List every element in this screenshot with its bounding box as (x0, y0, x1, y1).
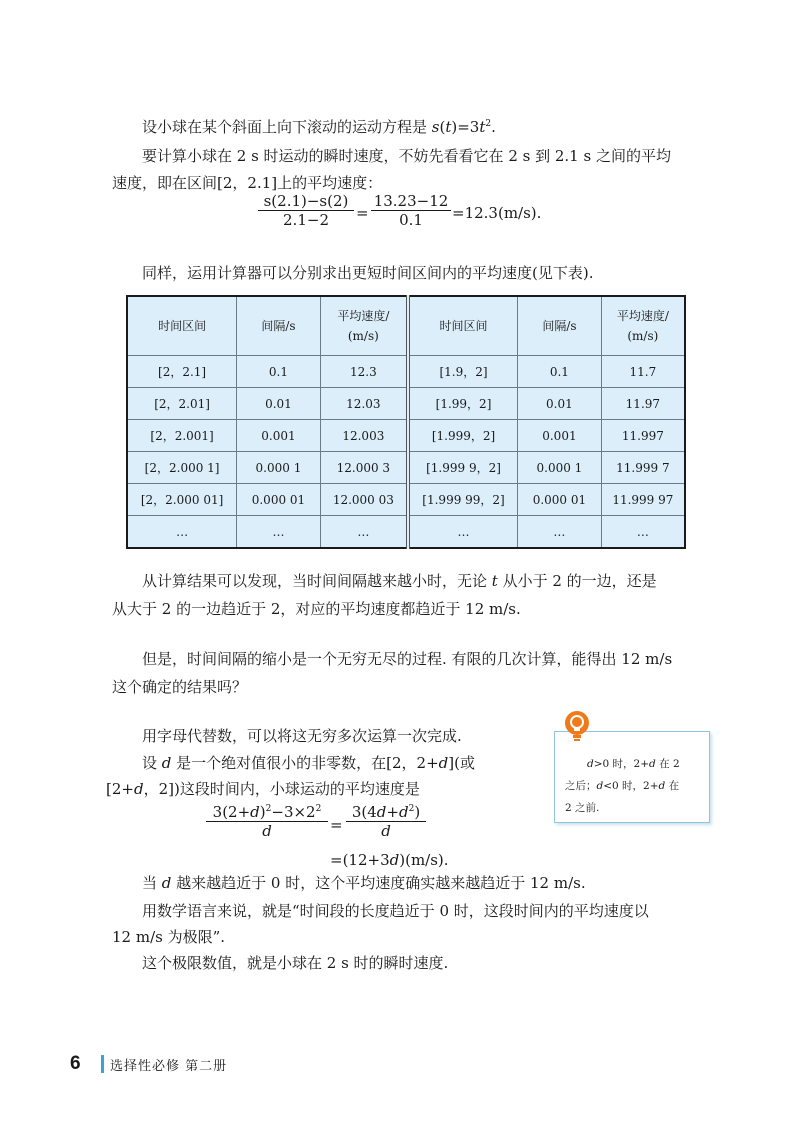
page-accent-bar (101, 1055, 104, 1073)
var-d: d (381, 822, 391, 840)
var-d: d (649, 758, 656, 770)
table-cell: 11.97 (601, 388, 685, 420)
equals-sign: = (356, 204, 369, 222)
text: 从小于 2 的一边，还是 (497, 572, 657, 590)
lightbulb-icon (564, 711, 590, 743)
tip-line-1 (587, 754, 680, 774)
fraction-1 (258, 192, 354, 229)
fraction-denominator: 2.1−2 (283, 211, 329, 229)
table-cell: [2，2.001] (127, 420, 237, 452)
table-cell: 0.001 (237, 420, 321, 452)
but-line-1: 但是，时间间隔的缩小是一个无穷无尽的过程. 有限的几次计算，能得出 12 m/s (142, 650, 673, 668)
discover-line-1 (142, 570, 657, 592)
table-row (127, 356, 685, 388)
table-row (127, 516, 685, 549)
header-unit: (m/s) (627, 329, 659, 343)
text: 3(2+ (212, 803, 251, 821)
header-unit: (m/s) (347, 329, 379, 343)
table-row (127, 388, 685, 420)
fraction-3 (206, 803, 328, 840)
fraction-denominator: 0.1 (399, 211, 423, 229)
but-line-2: 这个确定的结果吗？ (112, 678, 248, 696)
text: + (386, 803, 399, 821)
table-row (127, 420, 685, 452)
fraction-4 (346, 803, 426, 840)
table-cell: 0.000 1 (518, 452, 602, 484)
text: ) (414, 803, 421, 821)
fraction-numerator (346, 803, 426, 821)
fraction-numerator: s(2.1)−s(2) (263, 192, 349, 210)
letters-line-3 (106, 778, 420, 800)
tip-box (554, 731, 710, 823)
intro-line-1 (142, 116, 496, 138)
table-cell: … (518, 516, 602, 549)
text: 在 (665, 780, 680, 792)
formula-result-2 (330, 849, 449, 871)
header-interval (408, 296, 518, 356)
text: ，2])这段时间内，小球运动的平均速度是 (143, 780, 420, 798)
table-cell: … (237, 516, 321, 549)
table-cell: [1.999，2] (408, 420, 518, 452)
text: ](或 (448, 754, 475, 772)
table-intro: 同样，运用计算器可以分别求出更短时间区间内的平均速度(见下表). (142, 264, 594, 282)
table-cell: [2，2.1] (127, 356, 237, 388)
var-d: d (389, 851, 400, 869)
header-text: 平均速度/ (616, 309, 669, 323)
eq-part: )=3 (451, 118, 480, 136)
table-cell: 0.001 (518, 420, 602, 452)
header-text: 间隔/s (261, 319, 296, 333)
page-number: 6 (70, 1053, 81, 1074)
table-row (127, 452, 685, 484)
table-cell: [1.999 99，2] (408, 484, 518, 516)
table-cell: [1.99，2] (408, 388, 518, 420)
var-d: d (596, 780, 604, 792)
var-d: d (250, 803, 260, 821)
var-d: d (376, 803, 387, 821)
text: >0 时，2+ (593, 758, 650, 770)
exponent: 2 (485, 119, 492, 129)
text: [2+ (106, 780, 134, 798)
table-cell: … (320, 516, 408, 549)
table-cell: 0.000 01 (518, 484, 602, 516)
header-gap (237, 296, 321, 356)
text: <0 时，2+ (603, 780, 659, 792)
letters-line-2 (142, 752, 475, 774)
table-cell: [1.9，2] (408, 356, 518, 388)
eq-part: ( (439, 118, 446, 136)
var-d: d (658, 780, 666, 792)
eq-part: . (491, 118, 496, 136)
table-cell: … (408, 516, 518, 549)
table-cell: … (601, 516, 685, 549)
table-cell: 12.3 (320, 356, 408, 388)
velocity-table (126, 295, 686, 549)
intro-line-3: 速度，即在区间[2，2.1]上的平均速度： (112, 174, 383, 192)
var-t: t (479, 118, 486, 136)
table-cell: 12.03 (320, 388, 408, 420)
formula-result: =12.3(m/s). (452, 204, 542, 222)
table-cell: [2，2.000 1] (127, 452, 237, 484)
table-cell: [2，2.01] (127, 388, 237, 420)
table-header-row (127, 296, 685, 356)
text: 是一个绝对值很小的非零数，在[2，2+ (171, 754, 439, 772)
var-d: d (161, 874, 172, 892)
end-line-1 (142, 872, 586, 894)
text: )(m/s). (399, 851, 449, 869)
table-cell: [1.999 9，2] (408, 452, 518, 484)
end-line-3: 12 m/s 为极限”. (112, 928, 226, 946)
exponent: 2 (408, 804, 415, 814)
table-cell: 0.01 (518, 388, 602, 420)
table-row (127, 484, 685, 516)
text: 之后； (565, 780, 597, 792)
table-cell: 12.003 (320, 420, 408, 452)
var-d: d (161, 754, 172, 772)
table-cell: 0.1 (518, 356, 602, 388)
var-d: d (438, 754, 449, 772)
table-cell: 11.997 (601, 420, 685, 452)
equals-sign: = (330, 816, 343, 834)
table-cell: 0.1 (237, 356, 321, 388)
header-avg-speed (320, 296, 408, 356)
fraction-2 (371, 192, 451, 229)
fraction-denominator (206, 822, 328, 840)
text: 越来越趋近于 0 时，这个平均速度确实越来越趋近于 12 m/s. (171, 874, 586, 892)
text: =(12+3 (330, 851, 390, 869)
table-cell: 11.999 97 (601, 484, 685, 516)
exponent: 2 (315, 804, 322, 814)
var-t: t (491, 572, 498, 590)
intro-text: 设小球在某个斜面上向下滚动的运动方程是 (142, 118, 432, 136)
table-cell: 11.999 7 (601, 452, 685, 484)
table-cell: 12.000 03 (320, 484, 408, 516)
text: 在 2 (655, 758, 680, 770)
text: 3(4 (351, 803, 377, 821)
table-cell: … (127, 516, 237, 549)
end-line-2: 用数学语言来说，就是“时间段的长度趋近于 0 时，这段时间内的平均速度以 (142, 902, 649, 920)
header-interval (127, 296, 237, 356)
discover-line-2: 从大于 2 的一边趋近于 2，对应的平均速度都趋近于 12 m/s. (112, 600, 521, 618)
var-d: d (398, 803, 409, 821)
header-gap (518, 296, 602, 356)
exponent: 2 (265, 804, 272, 814)
var-s: s (431, 118, 440, 136)
intro-line-2: 要计算小球在 2 s 时运动的瞬时速度，不妨先看看它在 2 s 到 2.1 s 之间的平均 (142, 147, 671, 165)
book-title: 选择性必修 第二册 (110, 1059, 228, 1074)
header-text: 平均速度/ (337, 309, 390, 323)
text: 当 (142, 874, 162, 892)
text: −3×2 (271, 803, 316, 821)
var-d: d (133, 780, 144, 798)
letters-line-1: 用字母代替数，可以将这无穷多次运算一次完成. (142, 727, 462, 745)
header-avg-speed (601, 296, 685, 356)
fraction-numerator: 13.23−12 (373, 192, 449, 210)
end-line-4: 这个极限数值，就是小球在 2 s 时的瞬时速度. (142, 954, 449, 972)
tip-line-3: 2 之前. (565, 802, 600, 814)
text: ) (259, 803, 266, 821)
table-cell: [2，2.000 01] (127, 484, 237, 516)
header-text: 时间区间 (439, 319, 488, 333)
table-cell: 0.01 (237, 388, 321, 420)
text: 从计算结果可以发现，当时间间隔越来越小时，无论 (142, 572, 492, 590)
fraction-denominator (346, 822, 426, 840)
table-cell: 11.7 (601, 356, 685, 388)
var-d: d (262, 822, 272, 840)
var-d: d (587, 758, 594, 770)
fraction-numerator (206, 803, 328, 821)
table-cell: 12.000 3 (320, 452, 408, 484)
tip-line-2 (565, 776, 679, 796)
var-t: t (445, 118, 452, 136)
table-cell: 0.000 01 (237, 484, 321, 516)
header-text: 时间区间 (158, 319, 207, 333)
table-cell: 0.000 1 (237, 452, 321, 484)
text: 设 (142, 754, 162, 772)
header-text: 间隔/s (542, 319, 577, 333)
